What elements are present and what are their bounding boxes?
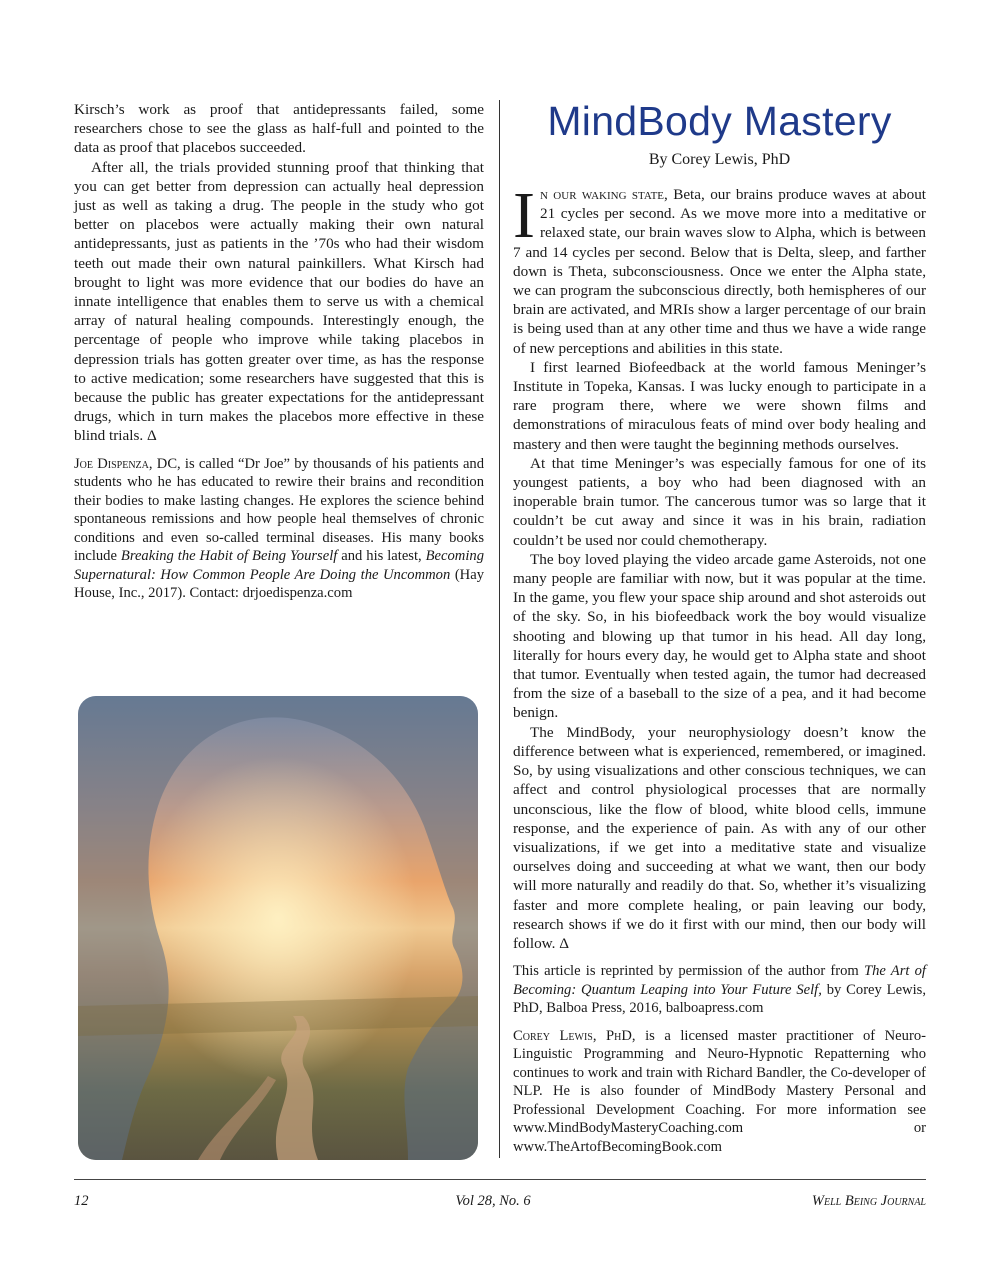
book-title: Breaking the Habit of Being Yourself xyxy=(120,548,338,565)
left-paragraph-2: After all, the trials provided stunning proof that thinking that you can get better from depression can actually heal depression just as well as taking a drug. The people in the study who got better on placebos were actually making their own natural antidepressants, just as patients in the ’70s who had their wisdom teeth out made their own natural painkillers. What Kirsch had brought to light was more evidence that our bodies do have an innate intelligence that enables them to serve us with a chemical array of natural healing compounds. Interestingly enough, the percentage of people who improve while taking placebos in depression trials has gotten greater over time, as has the response to active medication; some researchers have suggested that this is because the public has greater expectations for the antidepressant drugs, which in turn makes the placebos more effective in these blind trials. Δ xyxy=(74,158,484,445)
article-title: MindBody Mastery xyxy=(547,98,892,144)
journal-name: Well Being Journal xyxy=(811,1193,926,1209)
column-divider xyxy=(499,100,500,1158)
bio-text: and his latest, xyxy=(337,548,426,565)
author-bio-dispenza xyxy=(74,455,484,603)
right-column xyxy=(513,179,927,1156)
article-paragraph-5: The MindBody, your neurophysiology doesn’t know the difference between what is experienced, remembered, or imagined. So, by using visualizations and other conscious techniques, we can affect and control physiological processes that are normally unconscious, like the flow of blood, white blood cells, immune response, and the experience of pain. As with any of our other visualizations, if we get into a meditative state and visualize ourselves doing and succeeding at what we want, then our body will more naturally and readily do that. So, whether it’s visualizing faster and more complete healing, or pain leaving our body, research shows if we do it first with our mind, then our body will follow. Δ xyxy=(513,723,926,952)
bio-text: , DC, is called “Dr Joe” by thousands of his patients and students who he has educated to rewire their brains and recondition their bodies to make lasting changes. He explores the science behind spontaneous remissions and how people heal themselves of chronic conditions and even so-called terminal diseases. His many books include xyxy=(74,455,485,565)
reprint-text: This article is reprinted by permission of the author from xyxy=(513,963,864,980)
bio-text: (Hay House, Inc., 2017). Contact: drjoedispenza.com xyxy=(74,566,484,602)
page-number: 12 xyxy=(74,1193,89,1209)
issue-label: Vol 28, No. 6 xyxy=(455,1193,531,1209)
book-title: Becoming Supernatural: How Common People Are Doing the Uncommon xyxy=(74,548,484,583)
article-paragraph-2: I first learned Biofeedback at the world famous Meninger’s Institute in Topeka, Kansas. I was lucky enough to participate in a rare program there, where we were shown films and demonstrations of miraculous feats of mind over body healing and mastery and then were taught the beginning methods ourselves. xyxy=(513,358,926,453)
bio-author-name: Corey Lewis, PhD xyxy=(513,1027,632,1044)
footer-rule xyxy=(74,1179,926,1180)
reprint-text: by Corey Lewis, PhD, Balboa Press, 2016, balboapress.com xyxy=(513,981,926,1017)
book-title: The Art of Becoming: Quantum Leaping into Your Future Self, xyxy=(513,963,926,998)
head-silhouette-landscape-photo xyxy=(78,696,478,1160)
reprint-note xyxy=(513,962,926,1018)
article-paragraph-4: The boy loved playing the video arcade game Asteroids, not one many people are familiar with now, but it was popular at the time. In the game, you flew your space ship around and shot asteroids out of the sky. So, in his biofeedback work the boy would visualize shooting and blowing up that tumor in his head. All day long, literally for hours every day, he would get to Alpha state and shoot that tumor. Eventually when tested again, the tumor had decreased from the size of a baseball to the size of a pea, and it had become benign. xyxy=(513,550,926,722)
author-bio-lewis xyxy=(513,1027,926,1157)
lead-text: , Beta, our brains produce waves at about 21 cycles per second. As we move more into a meditative or relaxed state, our brain waves slow to Alpha, which is between 7 and 14 cycles per second. Below that is Delta, sleep, and farther down is Theta, subconsciousness. Once we enter the Alpha state, we can program the subconscious directly, both hemispheres of our brain are activated, and MRIs show a larger percentage of our brain is being used than at any other time and thus we have a wide range of new perceptions and abilities in this state. xyxy=(513,186,927,357)
article-lead-paragraph xyxy=(513,179,927,358)
left-paragraph-1: Kirsch’s work as proof that antidepressants failed, some researchers chose to see the glass as half-full and pointed to the data as proof that placebos succeeded. xyxy=(74,101,484,157)
article-paragraph-3: At that time Meninger’s was especially famous for one of its youngest patients, a boy who had been diagnosed with an inoperable brain tumor. The cancerous tumor was so large that it couldn’t be cut away and since it was in his brain, radiation couldn’t be used nor could chemotherapy. xyxy=(513,454,926,549)
bio-author-name: Joe Dispenza xyxy=(74,455,149,472)
byline: By Corey Lewis, PhD xyxy=(648,151,791,168)
left-column xyxy=(74,100,484,603)
bio-text: , is a licensed master practitioner of Neuro-Linguistic Programming and Neuro-Hypnotic Repatterning who continues to work and train with Richard Bandler, the Co-developer of NLP. He is also founder of MindBody Mastery Personal and Professional Development Coaching. For more information see www.MindBodyMasteryCoaching.com or www.TheArtofBecomingBook.com xyxy=(513,1027,926,1155)
lead-in-smallcaps: n our waking state xyxy=(539,186,665,203)
drop-cap: I xyxy=(513,179,535,252)
